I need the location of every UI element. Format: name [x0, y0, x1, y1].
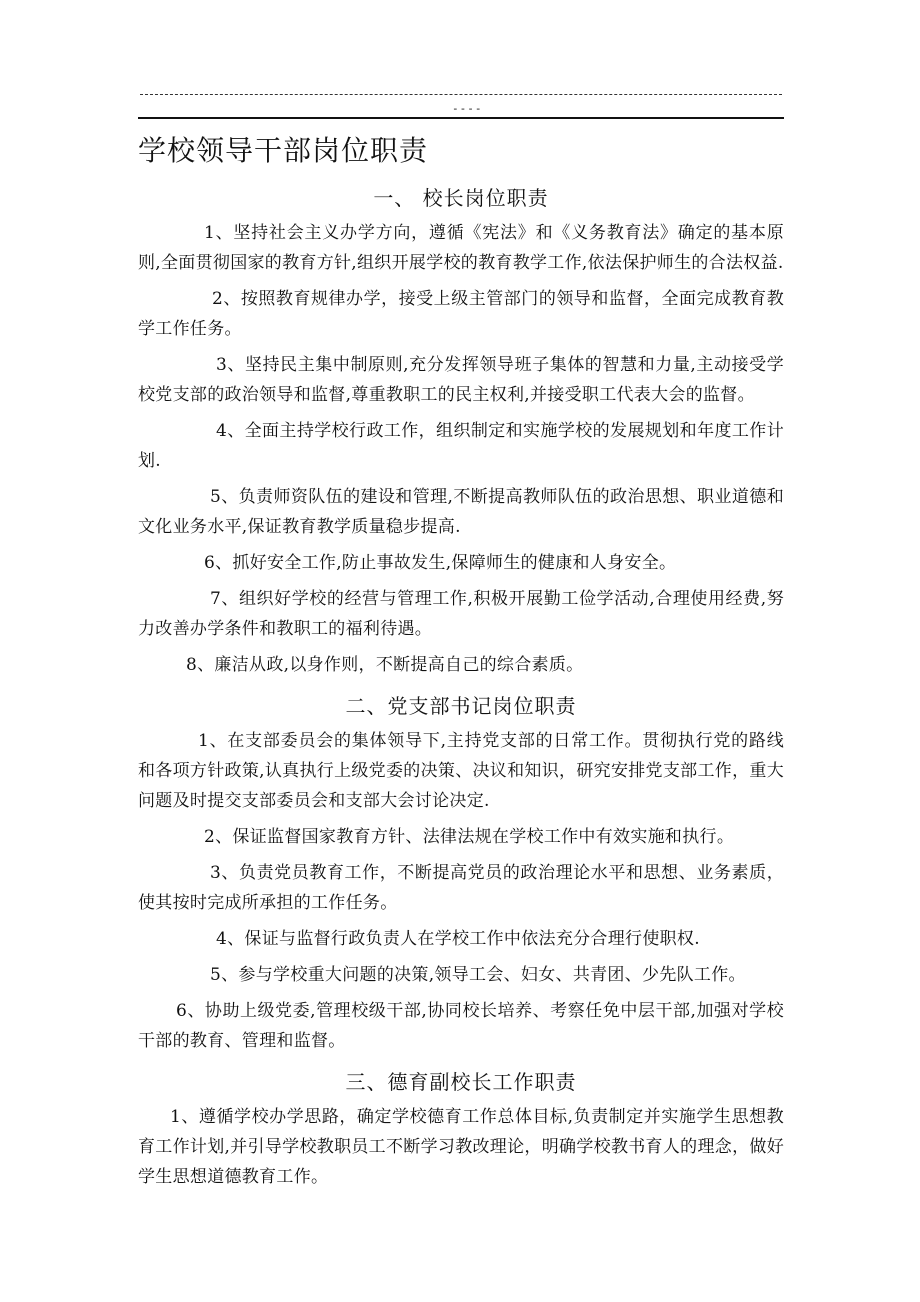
secretary-duty-2: 2、保证监督国家教育方针、法律法规在学校工作中有效实施和执行。: [204, 827, 735, 847]
principal-duty-2: 2、按照教育规律办学，接受上级主管部门的领导和监督，全面完成教育教学工作任务。: [138, 289, 784, 339]
principal-duty-1: 1、坚持社会主义办学方向，遵循《宪法》和《义务教育法》确定的基本原则,全面贯彻国家的教育方针,组织开展学校的教育教学工作,依法保护师生的合法权益.: [138, 223, 784, 273]
secretary-duty-3: 3、负责党员教育工作，不断提高党员的政治理论水平和思想、业务素质，使其按时完成所承担的工作任务。: [138, 863, 784, 913]
principal-duty-5: 5、负责师资队伍的建设和管理,不断提高教师队伍的政治思想、职业道德和文化业务水平,保证教育教学质量稳步提高.: [138, 487, 784, 537]
secretary-duty-6: 6、协助上级党委,管理校级干部,协同校长培养、考察任免中层干部,加强对学校干部的教育、管理和监督。: [138, 1001, 784, 1051]
document-body: [138, 178, 784, 1198]
principal-duty-6: 6、抓好安全工作,防止事故发生,保障师生的健康和人身安全。: [204, 553, 677, 573]
header-dashed-rule: [140, 94, 782, 95]
document-title: 学校领导干部岗位职责: [138, 134, 429, 167]
section-heading-principal: 一、 校长岗位职责: [373, 186, 549, 210]
secretary-duty-5: 5、参与学校重大问题的决策,领导工会、妇女、共青团、少先队工作。: [210, 965, 746, 985]
section-heading-moral-vice-principal: 三、德育副校长工作职责: [345, 1070, 577, 1094]
principal-duty-3: 3、坚持民主集中制原则,充分发挥领导班子集体的智慧和力量,主动接受学校党支部的政治领导和监督,尊重教职工的民主权利,并接受职工代表大会的监督。: [138, 355, 784, 405]
moral-vice-duty-1: 1、遵循学校办学思路，确定学校德育工作总体目标,负责制定并实施学生思想教育工作计划,并引导学校教职员工不断学习教改理论，明确学校教书育人的理念，做好学生思想道德教育工作。: [138, 1107, 784, 1187]
secretary-duty-4: 4、保证与监督行政负责人在学校工作中依法充分合理行使职权.: [216, 929, 700, 949]
section-heading-party-secretary: 二、党支部书记岗位职责: [345, 694, 577, 718]
principal-duty-4: 4、全面主持学校行政工作，组织制定和实施学校的发展规划和年度工作计划.: [138, 421, 784, 471]
header-solid-rule: [138, 117, 784, 119]
principal-duty-8: 8、廉洁从政,以身作则，不断提高自己的综合素质。: [186, 655, 584, 675]
secretary-duty-1: 1、在支部委员会的集体领导下,主持党支部的日常工作。贯彻执行党的路线和各项方针政策,认真执行上级党委的决策、决议和知识，研究安排党支部工作，重大问题及时提交支部委员会和支部大会讨论决定.: [138, 731, 784, 811]
principal-duty-7: 7、组织好学校的经营与管理工作,积极开展勤工俭学活动,合理使用经费,努力改善办学条件和教职工的福利待遇。: [138, 589, 784, 639]
header-dash-tail: ----: [452, 102, 483, 115]
